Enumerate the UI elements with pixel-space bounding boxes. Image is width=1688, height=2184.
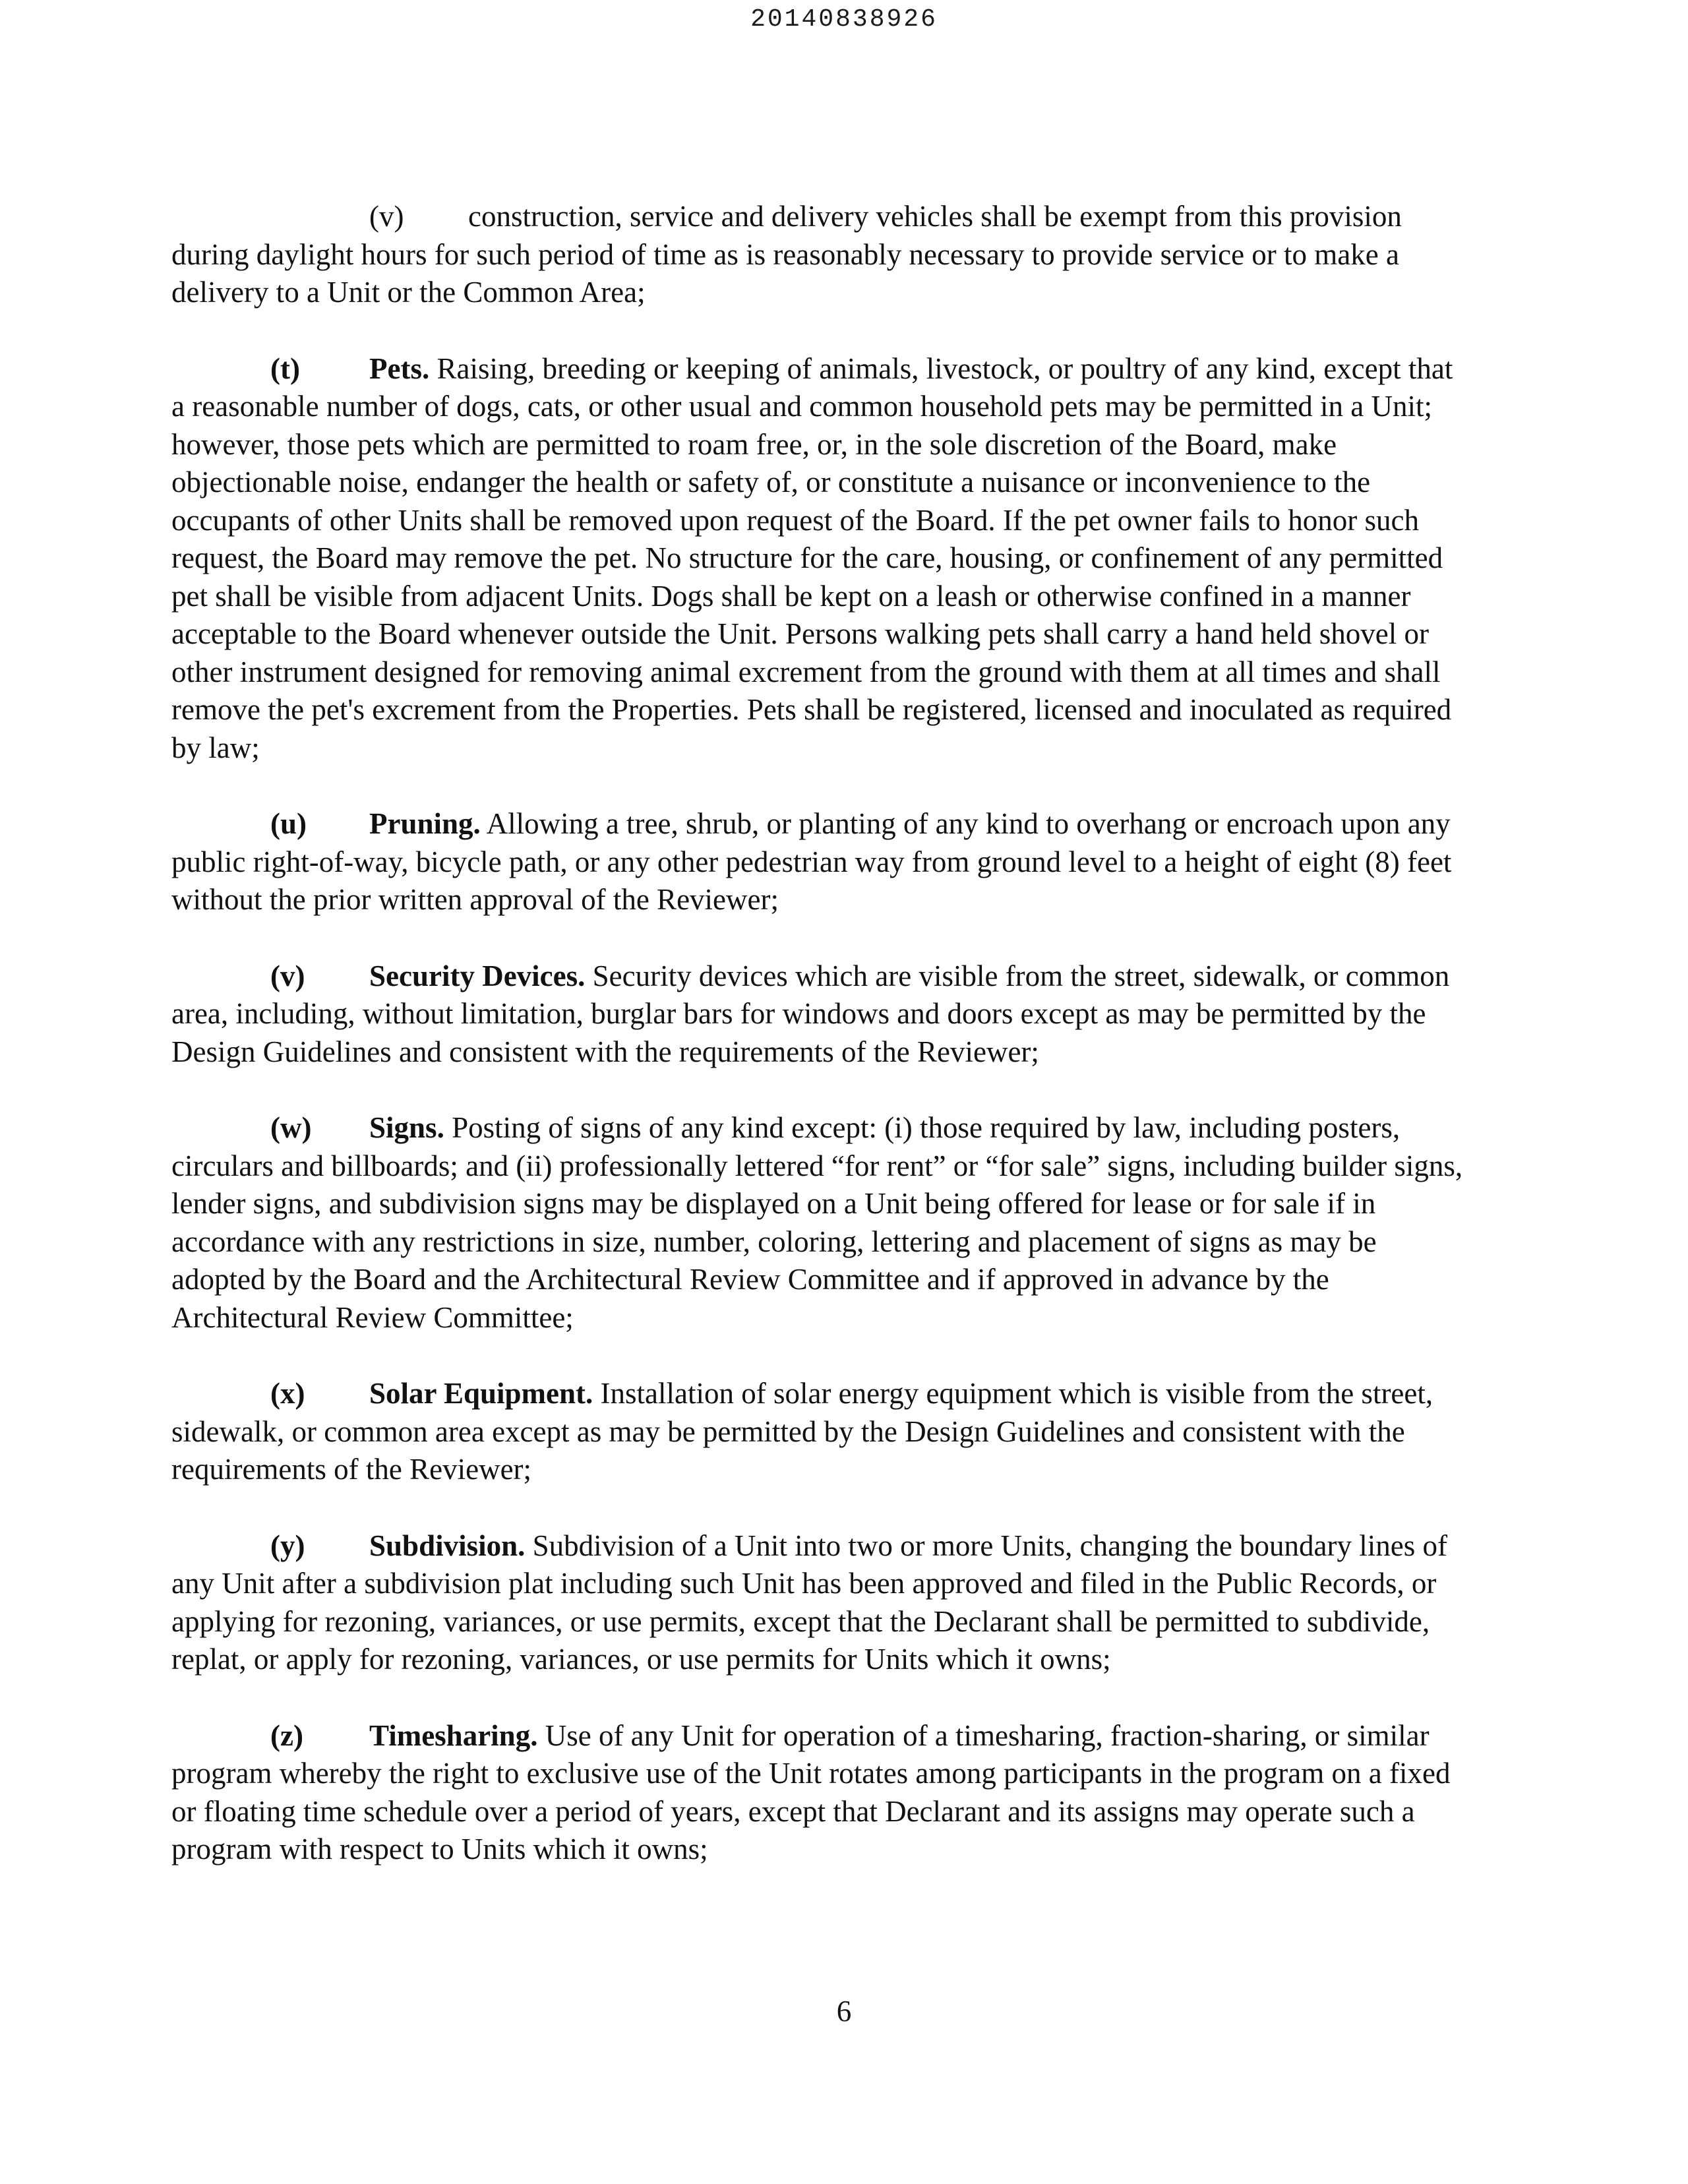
paragraph-z bbox=[171, 1717, 1464, 1869]
document-number: 20140838926 bbox=[750, 5, 938, 34]
paragraph-text: Raising, breeding or keeping of animals, livestock, or poultry of any kind, except that a reasonable number of dogs, cats, or other usual and common household pets may be permitted in a Unit; however, those pets which are permitted to roam free, or, in the sole discretion of the Board, make objectionable noise, endanger the health or safety of, or constitute a nuisance or inconvenience to the occupants of other Units shall be removed upon request of the Board. If the pet owner fails to honor such request, the Board may remove the pet. No structure for the care, housing, or confinement of any permitted pet shall be visible from adjacent Units. Dogs shall be kept on a leash or otherwise confined in a manner acceptable to the Board whenever outside the Unit. Persons walking pets shall carry a hand held shovel or other instrument designed for removing animal excrement from the ground with them at all times and shall remove the pet's excrement from the Properties. Pets shall be registered, licensed and inoculated as required by law; bbox=[171, 351, 1453, 764]
paragraph-text: Use of any Unit for operation of a timesharing, fraction-sharing, or similar program whereby the right to exclusive use of the Unit rotates among participants in the program on a fixed or floating time schedule over a period of years, except that Declarant and its assigns may operate such a program with respect to Units which it owns; bbox=[171, 1718, 1451, 1866]
paragraph-sub-v bbox=[171, 198, 1464, 312]
paragraph-heading: Signs. bbox=[369, 1111, 444, 1144]
paragraph-index: (x) bbox=[270, 1377, 305, 1410]
paragraph-heading: Security Devices. bbox=[369, 959, 586, 992]
paragraph-text: Posting of signs of any kind except: (i) those required by law, including posters, circulars and billboards; and (ii) professionally lettered “for rent” or “for sale” signs, including builder signs, lender signs, and subdivision signs may be displayed on a Unit being offered for lease or for sale if in accordance with any restrictions in size, number, coloring, lettering and placement of signs as may be adopted by the Board and the Architectural Review Committee and if approved in advance by the Architectural Review Committee; bbox=[171, 1111, 1463, 1334]
paragraph-index: (z) bbox=[270, 1718, 303, 1752]
paragraph-heading: Timesharing. bbox=[369, 1718, 538, 1752]
paragraph-index: (y) bbox=[270, 1529, 305, 1562]
paragraph-index: (t) bbox=[270, 351, 300, 385]
paragraph-heading: Solar Equipment. bbox=[369, 1377, 593, 1410]
document-body bbox=[171, 198, 1464, 1907]
paragraph-text: Subdivision of a Unit into two or more Units, changing the boundary lines of any Unit after a subdivision plat including such Unit has been approved and filed in the Public Records, or applying for rezoning, variances, or use permits, except that the Declarant shall be permitted to subdivide, replat, or apply for rezoning, variances, or use permits for Units which it owns; bbox=[171, 1529, 1447, 1676]
paragraph-u bbox=[171, 805, 1464, 919]
paragraph-t bbox=[171, 350, 1464, 768]
paragraph-index: (w) bbox=[270, 1111, 312, 1144]
paragraph-heading: Subdivision. bbox=[369, 1529, 526, 1562]
paragraph-index: (v) bbox=[369, 200, 404, 233]
paragraph-index: (u) bbox=[270, 807, 307, 840]
paragraph-v bbox=[171, 957, 1464, 1072]
paragraph-heading: Pruning. bbox=[369, 807, 481, 840]
paragraph-w bbox=[171, 1109, 1464, 1337]
paragraph-text: Security devices which are visible from the street, sidewalk, or common area, including, without limitation, burglar bars for windows and doors except as may be permitted by the Design Guidelines and consistent with the requirements of the Reviewer; bbox=[171, 959, 1450, 1068]
paragraph-text: Installation of solar energy equipment which is visible from the street, sidewalk, or common area except as may be permitted by the Design Guidelines and consistent with the requirements of the Reviewer; bbox=[171, 1377, 1433, 1486]
paragraph-y bbox=[171, 1527, 1464, 1679]
paragraph-index: (v) bbox=[270, 959, 305, 992]
paragraph-x bbox=[171, 1375, 1464, 1489]
paragraph-text: Allowing a tree, shrub, or planting of any kind to overhang or encroach upon any public right-of-way, bicycle path, or any other pedestrian way from ground level to a height of eight (8) feet without the prior written approval of the Reviewer; bbox=[171, 807, 1452, 916]
paragraph-heading: Pets. bbox=[369, 351, 430, 385]
page-number: 6 bbox=[836, 1995, 852, 2028]
paragraph-text: construction, service and delivery vehicles shall be exempt from this provision during daylight hours for such period of time as is reasonably necessary to provide service or to make a delivery to a Unit or the Common Area; bbox=[171, 200, 1402, 309]
